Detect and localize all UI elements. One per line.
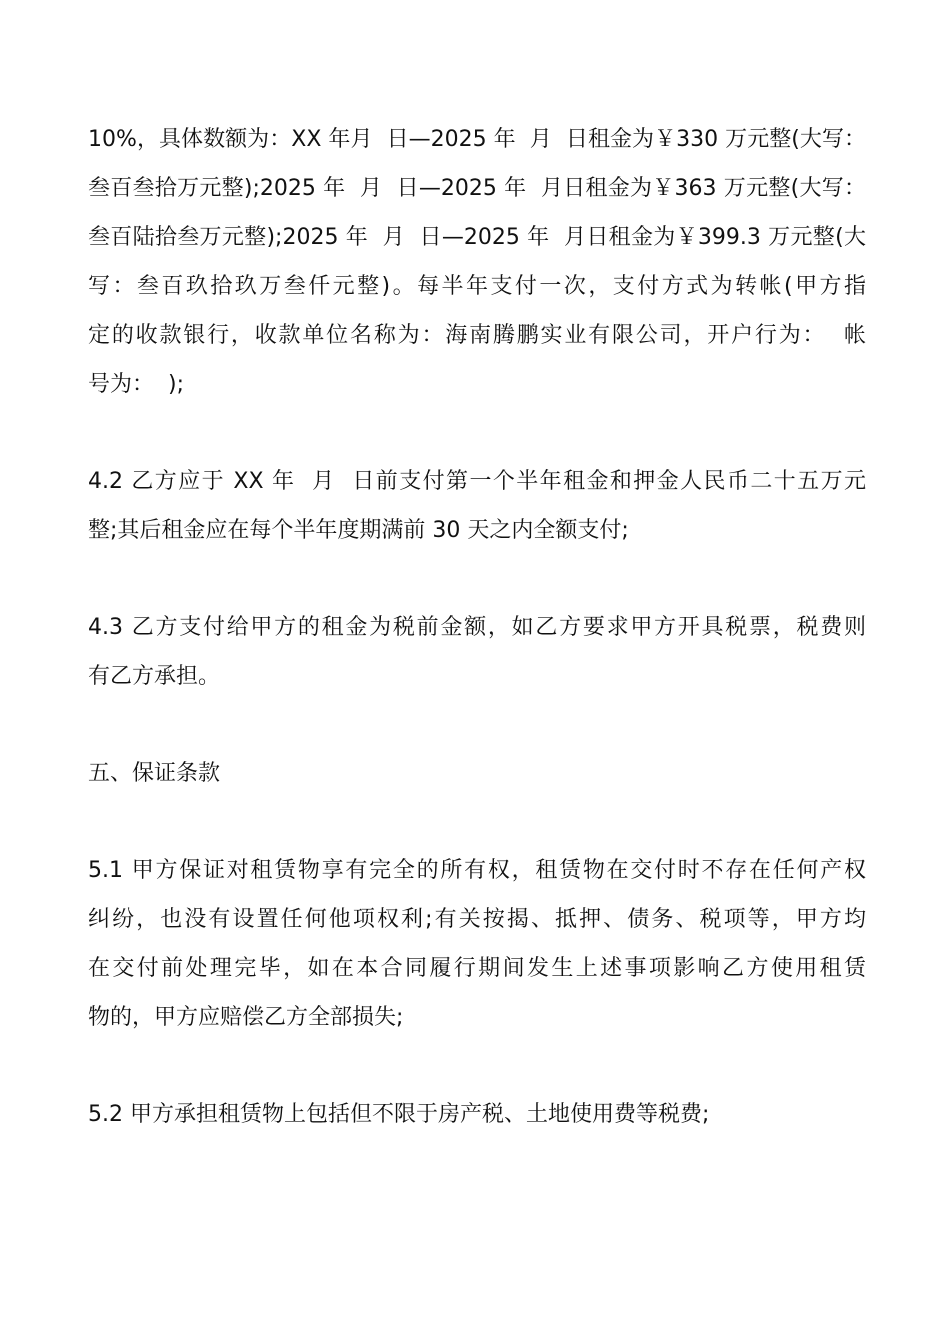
text-line: 4.3 乙方支付给甲方的租金为税前金额，如乙方要求甲方开具税票，税费则 bbox=[88, 615, 866, 640]
paragraph-spacer bbox=[88, 409, 866, 457]
text-line: 叁百叁拾万元整);2025 年 月 日—2025 年 月日租金为￥363 万元整(大写： bbox=[88, 176, 866, 201]
document-body bbox=[88, 115, 866, 1139]
paragraph-clause-4-3 bbox=[88, 603, 866, 701]
text-line: 在交付前处理完毕，如在本合同履行期间发生上述事项影响乙方使用租赁 bbox=[88, 956, 866, 981]
text-line: 5.2 甲方承担租赁物上包括但不限于房产税、土地使用费等税费; bbox=[88, 1102, 710, 1127]
section-heading-text: 五、保证条款 bbox=[88, 761, 221, 786]
text-line: 定的收款银行，收款单位名称为：海南腾鹏实业有限公司，开户行为： 帐 bbox=[88, 323, 866, 348]
paragraph-spacer bbox=[88, 798, 866, 846]
text-line: 写：叁百玖拾玖万叁仟元整)。每半年支付一次，支付方式为转帐(甲方指 bbox=[88, 274, 866, 299]
text-line: 纠纷，也没有设置任何他项权利;有关按揭、抵押、债务、税项等，甲方均 bbox=[88, 907, 866, 932]
text-line: 物的，甲方应赔偿乙方全部损失; bbox=[88, 1005, 404, 1030]
text-line: 叁百陆拾叁万元整);2025 年 月 日—2025 年 月日租金为￥399.3 万元整(大 bbox=[88, 225, 866, 250]
paragraph-spacer bbox=[88, 1042, 866, 1090]
paragraph-spacer bbox=[88, 555, 866, 603]
paragraph-clause-5-1 bbox=[88, 846, 866, 1042]
text-line: 10%，具体数额为：XX 年月 日—2025 年 月 日租金为￥330 万元整(大写： bbox=[88, 127, 866, 152]
paragraph-clause-4-2 bbox=[88, 457, 866, 555]
text-line: 5.1 甲方保证对租赁物享有完全的所有权，租赁物在交付时不存在任何产权 bbox=[88, 858, 866, 883]
section-heading-guarantee bbox=[88, 749, 866, 798]
text-line: 整;其后租金应在每个半年度期满前 30 天之内全额支付; bbox=[88, 518, 629, 543]
paragraph-spacer bbox=[88, 701, 866, 749]
text-line: 4.2 乙方应于 XX 年 月 日前支付第一个半年租金和押金人民币二十五万元 bbox=[88, 469, 866, 494]
paragraph-clause-5-2 bbox=[88, 1090, 866, 1139]
text-line: 号为： ); bbox=[88, 372, 184, 397]
paragraph-rent-schedule bbox=[88, 115, 866, 409]
text-line: 有乙方承担。 bbox=[88, 664, 221, 689]
